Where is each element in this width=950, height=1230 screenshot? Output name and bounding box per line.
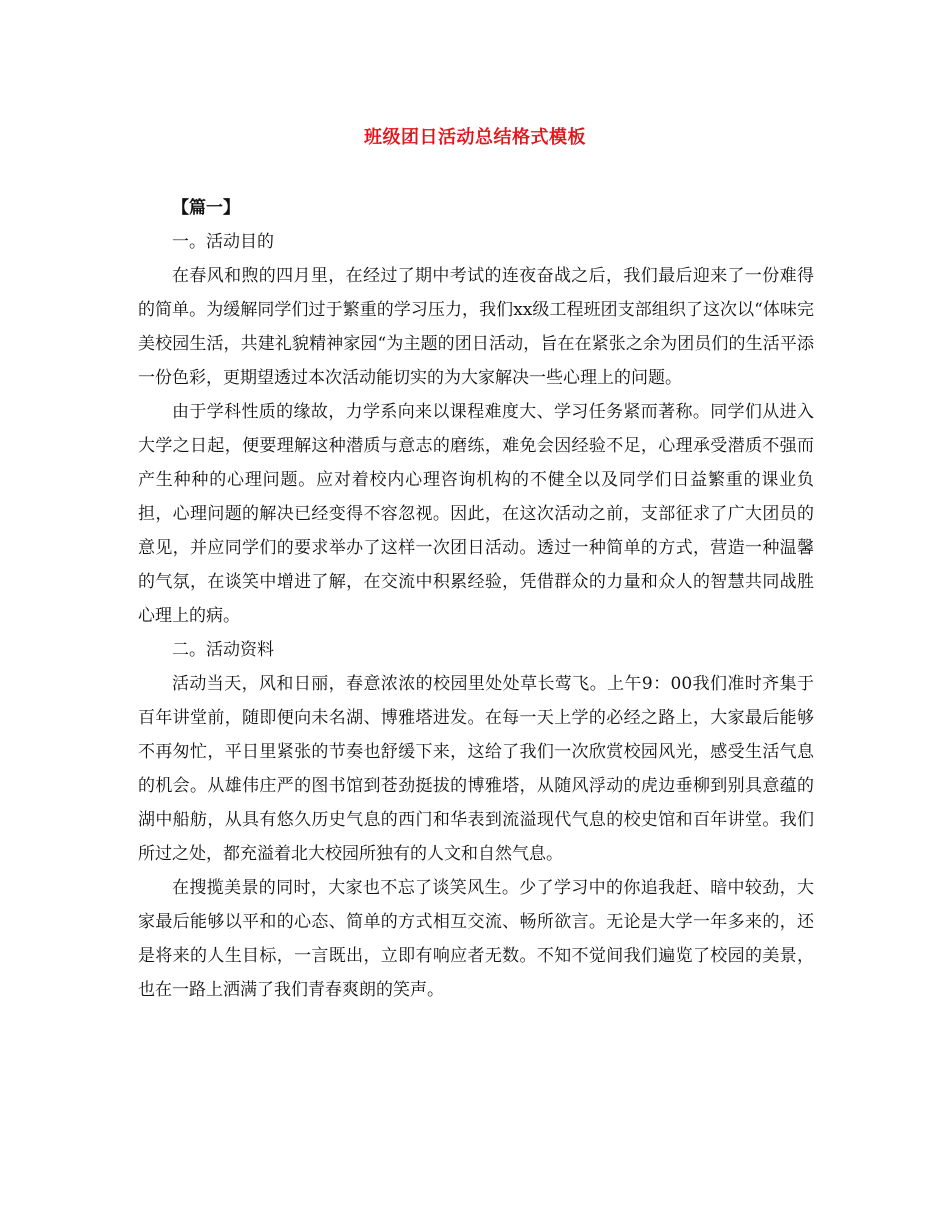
document-body: [138, 191, 814, 1007]
paragraph-2: 由于学科性质的缘故，力学系向来以课程难度大、学习任务紧而著称。同学们从进入大学之日起，便要理解这种潜质与意志的磨练，难免会因经验不足，心理承受潜质不强而产生种种的心理问题。应对着校内心理咨询机构的不健全以及同学们日益繁重的课业负担，心理问题的解决已经变得不容忽视。因此，在这次活动之前，支部征求了广大团员的意见，并应同学们的要求举办了这样一次团日活动。透过一种简单的方式，营造一种温馨的气氛，在谈笑中增进了解，在交流中积累经验，凭借群众的力量和众人的智慧共同战胜心理上的病。: [138, 402, 814, 626]
document-title: 班级团日活动总结格式模板: [364, 127, 586, 148]
paragraph-3: 活动当天，风和日丽，春意浓浓的校园里处处草长莺飞。上午9：00我们准时齐集于百年讲堂前，随即便向未名湖、博雅塔进发。在每一天上学的必经之路上，大家最后能够不再匆忙，平日里紧张的节奏也舒缓下来，这给了我们一次欣赏校园风光，感受生活气息的机会。从雄伟庄严的图书馆到苍劲挺拔的博雅塔，从随风浮动的虎边垂柳到别具意蕴的湖中船舫，从具有悠久历史气息的西门和华表到流溢现代气息的校史馆和百年讲堂。我们所过之处，都充溢着北大校园所独有的人文和自然气息。: [138, 674, 814, 864]
paragraph-4: 在搜揽美景的同时，大家也不忘了谈笑风生。少了学习中的你追我赶、暗中较劲，大家最后能够以平和的心态、简单的方式相互交流、畅所欲言。无论是大学一年多来的，还是将来的人生目标，一言既出，立即有响应者无数。不知不觉间我们遍览了校园的美景，也在一路上洒满了我们青春爽朗的笑声。: [138, 878, 814, 1000]
section-heading-purpose: 一。活动目的: [172, 232, 274, 252]
section-heading-content: 二。活动资料: [172, 640, 274, 660]
paragraph-1: 在春风和煦的四月里，在经过了期中考试的连夜奋战之后，我们最后迎来了一份难得的简单。为缓解同学们过于繁重的学习压力，我们xx级工程班团支部组织了这次以“体味完美校园生活，共建礼貌精神家园“为主题的团日活动，旨在在紧张之余为团员们的生活平添一份色彩，更期望透过本次活动能切实的为大家解决一些心理上的问题。: [138, 266, 814, 388]
section-tag: 【篇一】: [172, 198, 240, 218]
